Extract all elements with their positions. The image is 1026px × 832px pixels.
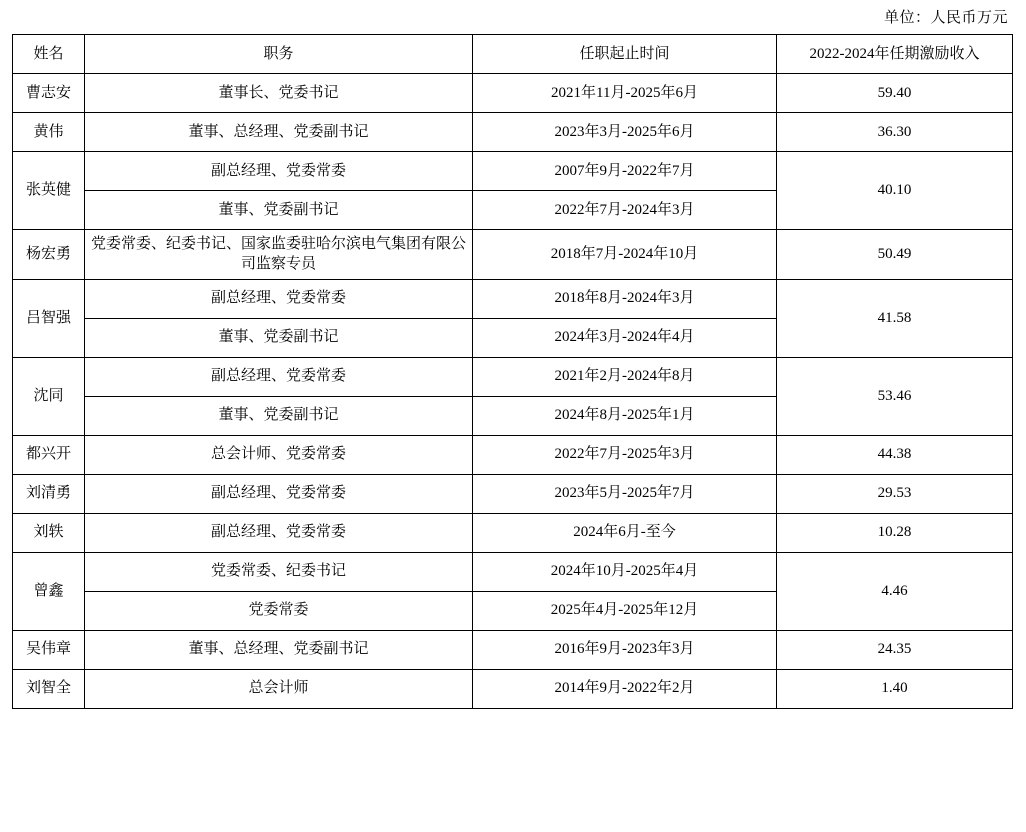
table-row xyxy=(13,630,1013,669)
column-header-income: 2022-2024年任期激励收入 xyxy=(777,35,1013,74)
cell-name: 黄伟 xyxy=(13,113,85,152)
cell-period: 2025年4月-2025年12月 xyxy=(473,591,777,630)
table-row xyxy=(13,513,1013,552)
cell-income: 24.35 xyxy=(777,630,1013,669)
cell-name: 曾鑫 xyxy=(13,552,85,630)
cell-period: 2023年5月-2025年7月 xyxy=(473,474,777,513)
cell-position: 副总经理、党委常委 xyxy=(85,513,473,552)
cell-income: 1.40 xyxy=(777,669,1013,708)
column-header-period: 任职起止时间 xyxy=(473,35,777,74)
cell-income: 40.10 xyxy=(777,152,1013,230)
table-row xyxy=(13,152,1013,191)
cell-income: 4.46 xyxy=(777,552,1013,630)
cell-income: 29.53 xyxy=(777,474,1013,513)
cell-position: 副总经理、党委常委 xyxy=(85,474,473,513)
table-row xyxy=(13,669,1013,708)
cell-income: 59.40 xyxy=(777,74,1013,113)
cell-position: 副总经理、党委常委 xyxy=(85,152,473,191)
cell-position: 董事长、党委书记 xyxy=(85,74,473,113)
cell-position: 党委常委、纪委书记、国家监委驻哈尔滨电气集团有限公司监察专员 xyxy=(85,230,473,280)
table-row xyxy=(13,279,1013,318)
cell-period: 2024年6月-至今 xyxy=(473,513,777,552)
cell-period: 2021年2月-2024年8月 xyxy=(473,357,777,396)
cell-period: 2024年3月-2024年4月 xyxy=(473,318,777,357)
executive-compensation-table xyxy=(12,34,1013,709)
cell-position: 董事、总经理、党委副书记 xyxy=(85,113,473,152)
cell-income: 53.46 xyxy=(777,357,1013,435)
cell-name: 都兴开 xyxy=(13,435,85,474)
table-row xyxy=(13,74,1013,113)
column-header-name: 姓名 xyxy=(13,35,85,74)
cell-period: 2014年9月-2022年2月 xyxy=(473,669,777,708)
table-row xyxy=(13,230,1013,280)
cell-position: 党委常委 xyxy=(85,591,473,630)
cell-position: 总会计师、党委常委 xyxy=(85,435,473,474)
cell-period: 2021年11月-2025年6月 xyxy=(473,74,777,113)
cell-income: 44.38 xyxy=(777,435,1013,474)
unit-note: 单位：人民币万元 xyxy=(883,10,1008,26)
cell-period: 2018年7月-2024年10月 xyxy=(473,230,777,280)
cell-name: 杨宏勇 xyxy=(13,230,85,280)
table-row xyxy=(13,552,1013,591)
column-header-position: 职务 xyxy=(85,35,473,74)
cell-income: 36.30 xyxy=(777,113,1013,152)
cell-period: 2007年9月-2022年7月 xyxy=(473,152,777,191)
cell-name: 刘智全 xyxy=(13,669,85,708)
cell-period: 2024年8月-2025年1月 xyxy=(473,396,777,435)
table-header-row xyxy=(13,35,1013,74)
cell-name: 曹志安 xyxy=(13,74,85,113)
cell-income: 10.28 xyxy=(777,513,1013,552)
cell-name: 刘清勇 xyxy=(13,474,85,513)
cell-name: 张英健 xyxy=(13,152,85,230)
cell-name: 刘轶 xyxy=(13,513,85,552)
cell-period: 2022年7月-2024年3月 xyxy=(473,191,777,230)
cell-period: 2024年10月-2025年4月 xyxy=(473,552,777,591)
cell-name: 吕智强 xyxy=(13,279,85,357)
cell-period: 2018年8月-2024年3月 xyxy=(473,279,777,318)
cell-income: 50.49 xyxy=(777,230,1013,280)
cell-name: 吴伟章 xyxy=(13,630,85,669)
cell-position: 董事、党委副书记 xyxy=(85,396,473,435)
table-row xyxy=(13,113,1013,152)
cell-period: 2023年3月-2025年6月 xyxy=(473,113,777,152)
cell-name: 沈同 xyxy=(13,357,85,435)
cell-position: 董事、党委副书记 xyxy=(85,318,473,357)
cell-position: 副总经理、党委常委 xyxy=(85,357,473,396)
cell-position: 副总经理、党委常委 xyxy=(85,279,473,318)
cell-position: 董事、总经理、党委副书记 xyxy=(85,630,473,669)
table-body xyxy=(13,74,1013,709)
cell-position: 董事、党委副书记 xyxy=(85,191,473,230)
cell-period: 2016年9月-2023年3月 xyxy=(473,630,777,669)
cell-position: 总会计师 xyxy=(85,669,473,708)
table-row xyxy=(13,435,1013,474)
cell-period: 2022年7月-2025年3月 xyxy=(473,435,777,474)
table-row xyxy=(13,357,1013,396)
table-row xyxy=(13,474,1013,513)
cell-position: 党委常委、纪委书记 xyxy=(85,552,473,591)
cell-income: 41.58 xyxy=(777,279,1013,357)
